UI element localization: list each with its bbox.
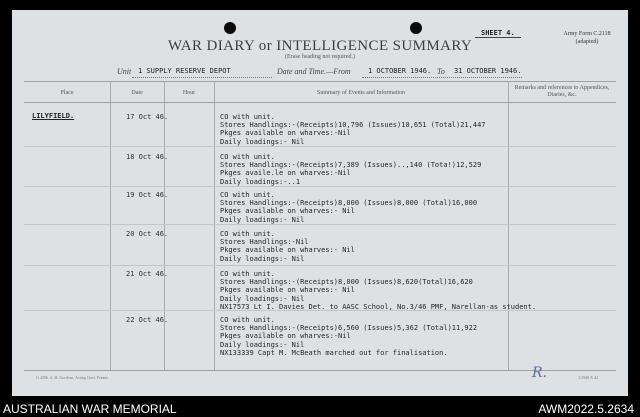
header-rule — [24, 102, 616, 103]
handwritten-initials: R. — [532, 365, 547, 381]
archive-reference: AWM2022.5.2634 — [538, 402, 634, 416]
date-to: 31 OCTOBER 1946. — [454, 67, 522, 75]
erase-note: (Erase heading not required.) — [285, 54, 355, 60]
entry-date: 19 Oct 46. — [126, 191, 169, 199]
punch-hole — [224, 22, 236, 34]
row-rule — [24, 265, 616, 266]
archive-caption: AUSTRALIAN WAR MEMORIAL — [3, 402, 177, 416]
column-divider — [110, 82, 111, 370]
punch-hole — [410, 22, 422, 34]
row-rule — [24, 186, 616, 187]
entry-date: 21 Oct 46. — [126, 270, 169, 278]
entry-summary: CO with unit. Stores Handlings:-(Receipts)6,560 (Issues)5,362 (Total)11,922 Pkges available on wharves:-Nil Daily loadings:- Nil NX133339 Capt M. McBeath marched out for finalisation. — [220, 316, 478, 357]
header-hour: Hour — [182, 90, 196, 96]
army-form-adapted: (adapted) — [575, 39, 599, 45]
army-form-ref — [552, 30, 622, 46]
to-label: To — [437, 67, 445, 76]
army-form-number: Army Form C.2118 — [563, 31, 611, 37]
diary-sheet — [12, 10, 628, 396]
unit-underline — [132, 77, 272, 78]
entry-summary: CO with unit. Stores Handlings:-(Receipts)7,389 (Issues)..,140 (Tota!)12,529 Pkges availe.le on wharves:-Nil Daily loadings:-..1 — [220, 153, 482, 186]
diary-table — [24, 81, 616, 371]
printer-imprint: G 4396. A. H. Gordons, Acting Govt. Printer. — [36, 375, 109, 380]
column-divider — [214, 82, 215, 370]
header-date: Date — [131, 90, 143, 96]
form-print-code: 1/1940 X.42 — [578, 375, 598, 380]
row-rule — [24, 224, 616, 225]
unit-label: Unit — [117, 67, 132, 76]
entry-date: 22 Oct 46. — [126, 316, 169, 324]
form-title: WAR DIARY or INTELLIGENCE SUMMARY — [167, 38, 473, 54]
header-place: Place — [60, 90, 74, 96]
date-underline — [362, 77, 522, 78]
entry-summary: CO with unit. Stores Handlings:-(Receipts)8,000 (Issues)8,000 (Total)16,000 Pkges available on wharves:- Nil Daily loadings:- Nil — [220, 191, 478, 224]
header-summary: Summary of Events and Information — [317, 90, 405, 96]
place-name: LILYFIELD. — [32, 112, 75, 120]
date-from: 1 OCTOBER 1946. — [368, 67, 432, 75]
header-remarks: Remarks and references to Appendices, Diaries, &c. — [514, 85, 610, 98]
entry-summary: CO with unit. Stores Handlings:-Nil Pkges available on wharves:- Nil Daily loadings:- Nil — [220, 230, 355, 263]
entry-date: 18 Oct 46. — [126, 153, 169, 161]
entry-date: 17 Oct 46. — [126, 113, 169, 121]
entry-date: 20 Oct 46. — [126, 230, 169, 238]
unit-name: 1 SUPPLY RESERVE DEPOT — [138, 67, 231, 75]
sheet-number: SHEET 4. — [475, 29, 521, 38]
column-divider — [164, 82, 165, 370]
date-time-label: Date and Time.—From — [277, 67, 351, 76]
column-divider — [508, 82, 509, 370]
row-rule — [24, 146, 616, 147]
entry-summary: CO with unit. Stores Handlings:-(Receipts)8,000 (Issues)8,620(Total)16,620 Pkges available on wharves:- Nil Daily loadings:- Nil NX17573 Lt I. Davies Det. to AASC School, No.3/46 PMF, Narellan-as student. — [220, 270, 537, 311]
entry-summary: CO with unit. Stores Handlings:-(Receipts)10,796 (Issues)10,651 (Total)21,447 Pkges available on wharves:-Nil Daily loadings:- Nil — [220, 113, 486, 146]
